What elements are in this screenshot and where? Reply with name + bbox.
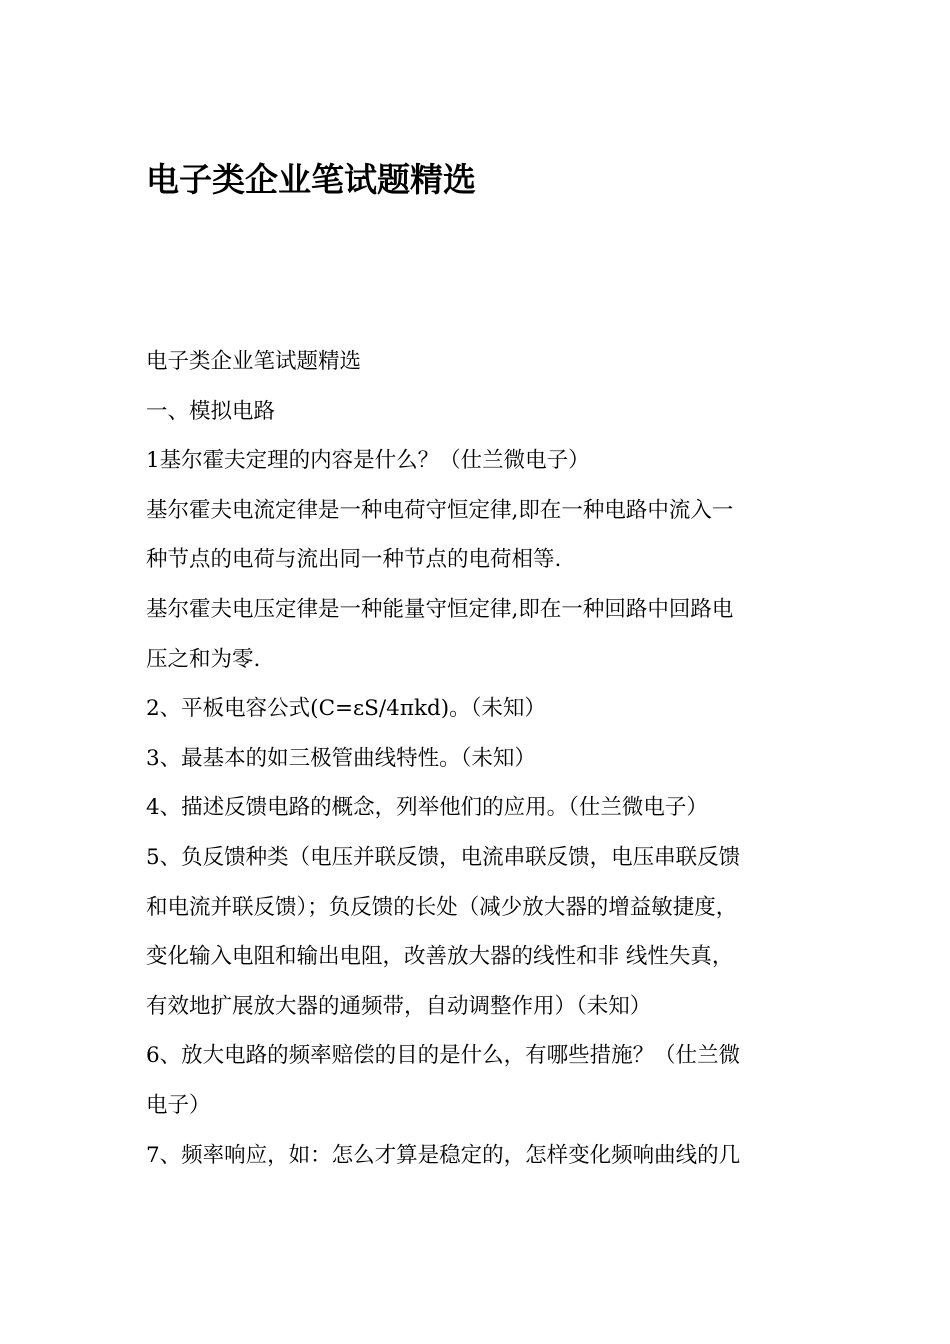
answer-line: 基尔霍夫电压定律是一种能量守恒定律,即在一种回路中回路电 <box>146 596 734 622</box>
question-line: 有效地扩展放大器的通频带，自动调整作用）（未知） <box>146 993 652 1019</box>
answer-line: 种节点的电荷与流出同一种节点的电荷相等. <box>146 547 562 573</box>
answer-line: 压之和为零. <box>146 646 261 672</box>
question-line: 电子） <box>146 1092 211 1118</box>
question-line: 7、频率响应，如：怎么才算是稳定的，怎样变化频响曲线的几 <box>146 1142 741 1168</box>
question-line: 1基尔霍夫定理的内容是什么？（仕兰微电子） <box>146 448 590 474</box>
section-heading: 一、模拟电路 <box>146 398 276 424</box>
question-line: 4、描述反馈电路的概念，列举他们的应用。（仕兰微电子） <box>146 795 708 821</box>
document-title: 电子类企业笔试题精选 <box>146 160 476 199</box>
question-line: 和电流并联反馈）；负反馈的长处（减少放大器的增益敏捷度， <box>146 894 738 920</box>
body-line: 电子类企业笔试题精选 <box>146 349 362 374</box>
question-line: 6、放大电路的频率赔偿的目的是什么，有哪些措施？（仕兰微 <box>146 1043 741 1069</box>
question-line: 2、平板电容公式(C=εS/4πkd)。（未知） <box>146 696 546 722</box>
question-line: 变化输入电阻和输出电阻，改善放大器的线性和非 线性失真， <box>146 944 734 970</box>
question-line: 5、负反馈种类（电压并联反馈，电流串联反馈，电压串联反馈 <box>146 844 741 870</box>
document-body <box>146 337 806 1180</box>
answer-line: 基尔霍夫电流定律是一种电荷守恒定律,即在一种电路中流入一 <box>146 497 734 523</box>
question-line: 3、最基本的如三极管曲线特性。（未知） <box>146 745 536 771</box>
